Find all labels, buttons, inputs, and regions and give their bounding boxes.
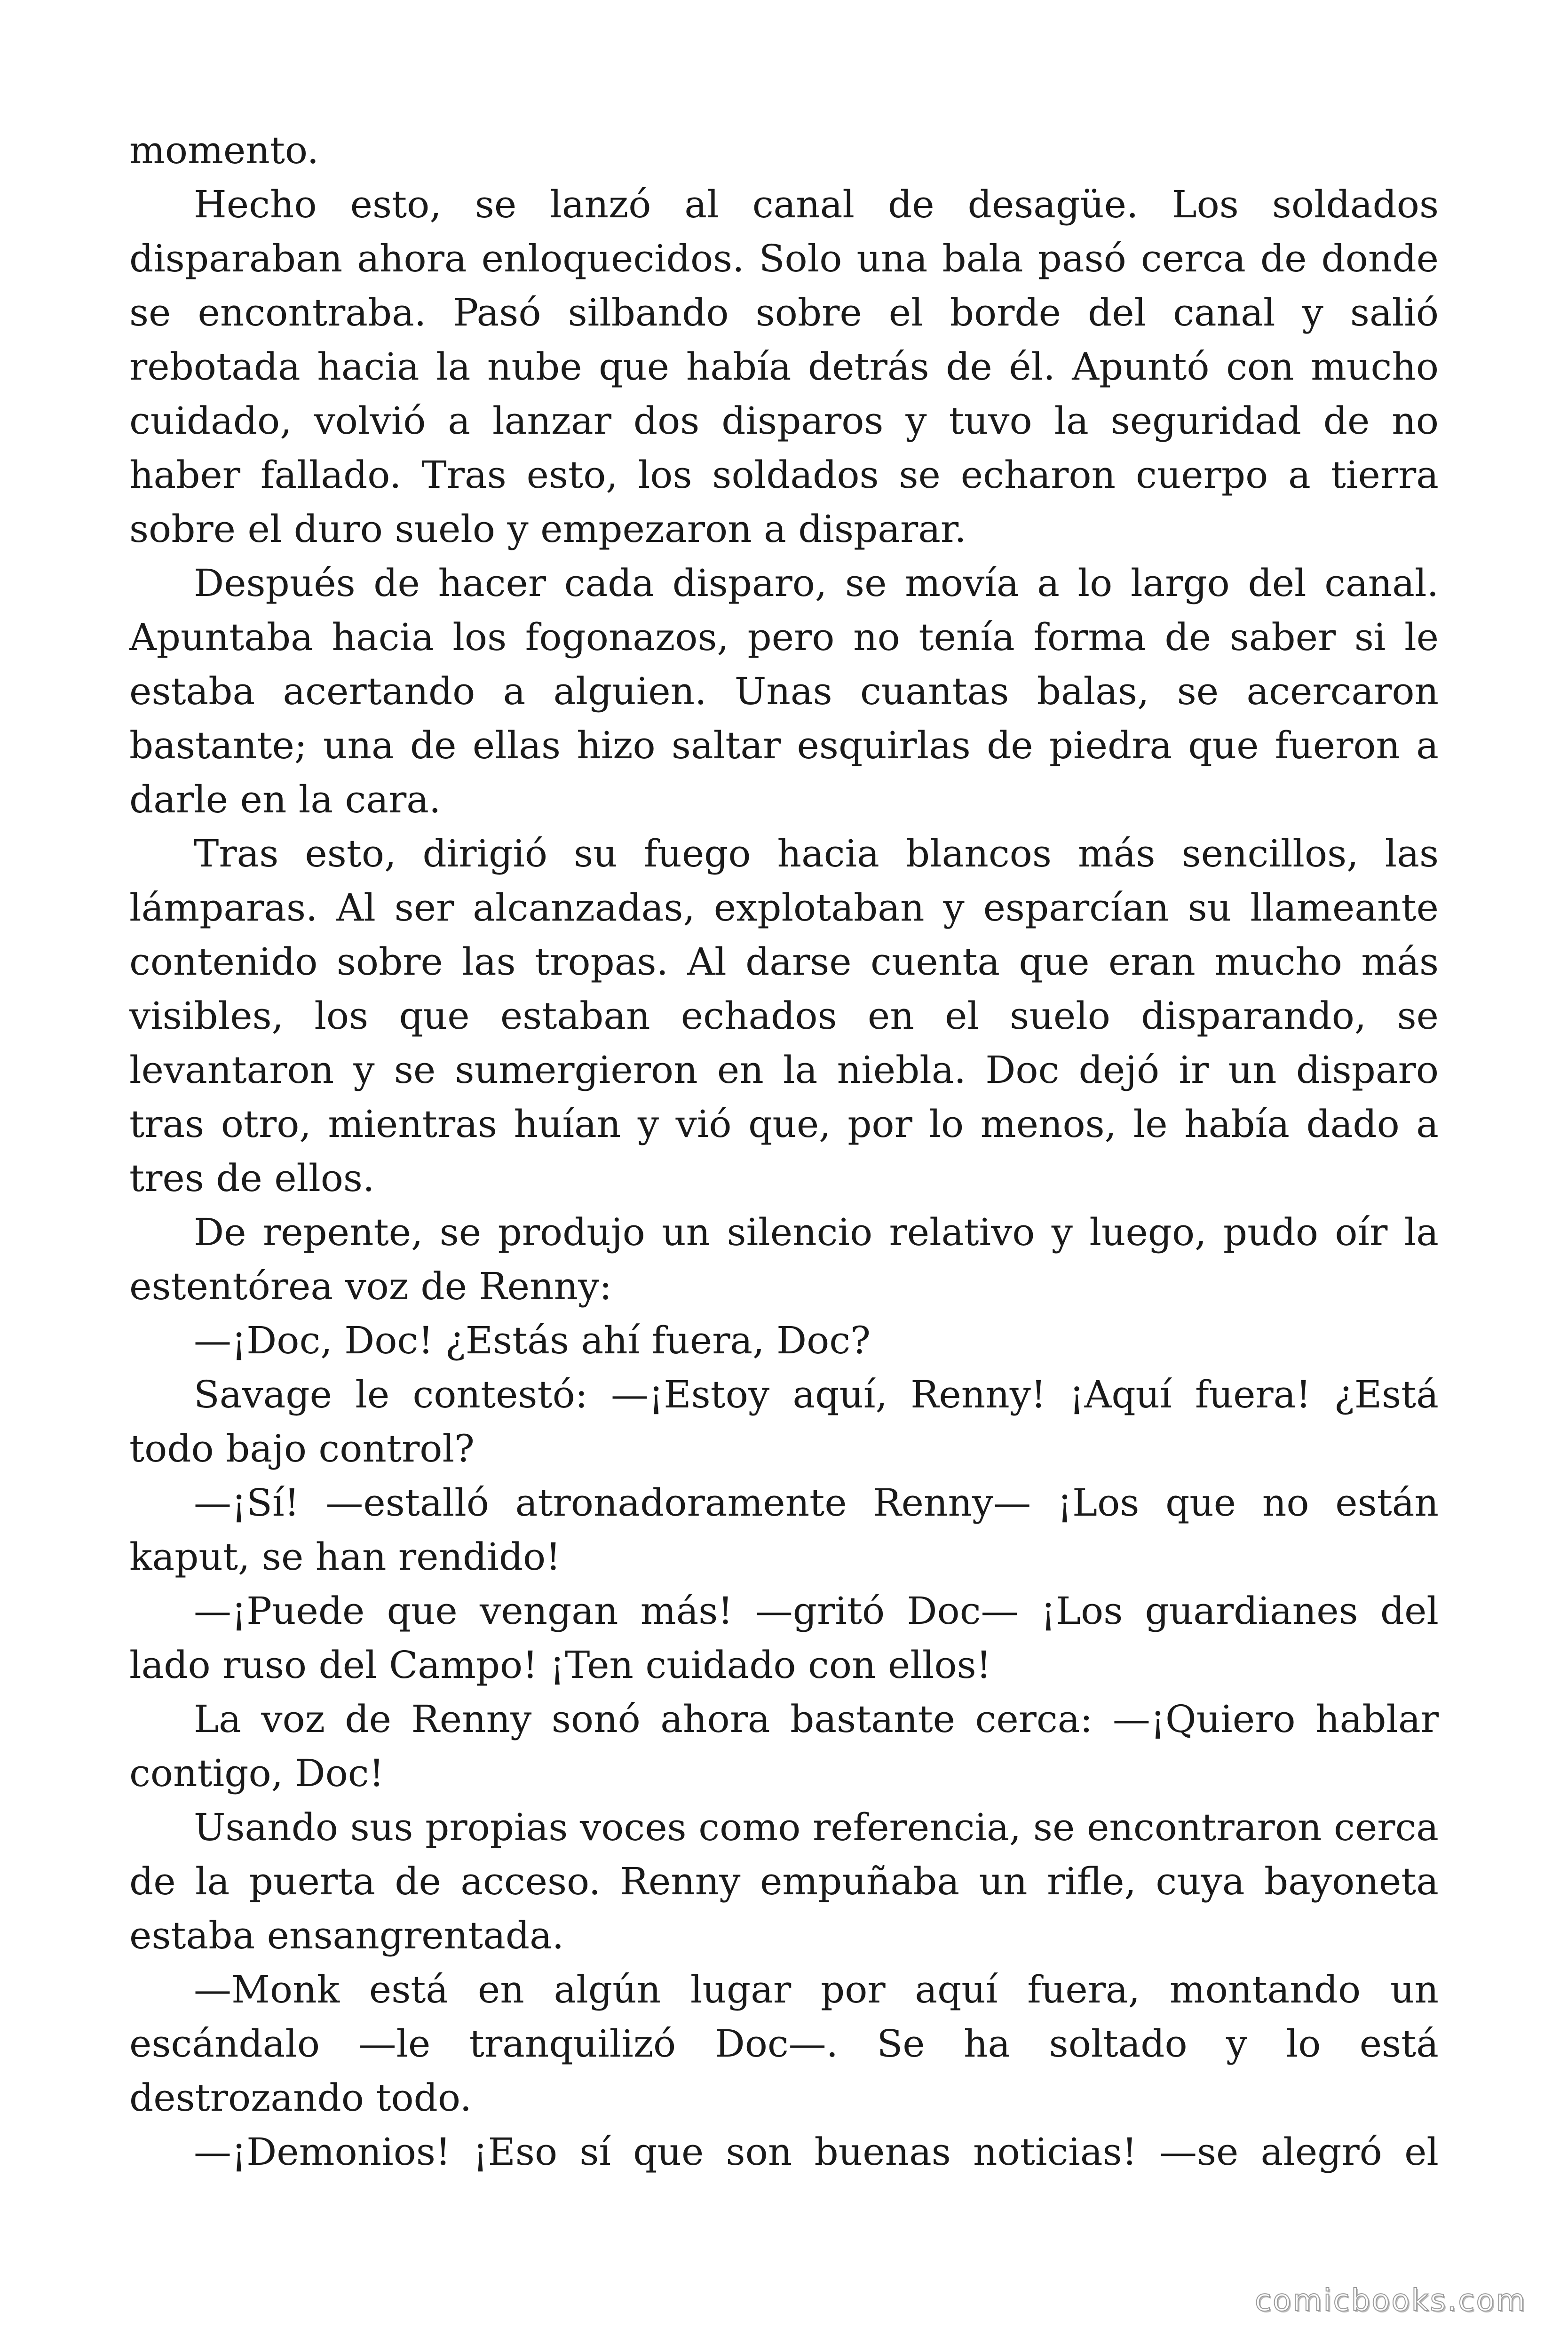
paragraph-continuation: momento. bbox=[129, 128, 319, 172]
paragraph: Usando sus propias voces como referencia, se encontraron cerca de la puerta de acceso. Renny empuñaba un rifle, cuya bayoneta estaba ensangrentada. bbox=[129, 1805, 1439, 1957]
dialogue-line: —¡Doc, Doc! ¿Estás ahí fuera, Doc? bbox=[194, 1319, 871, 1362]
paragraph: Savage le contestó: —¡Estoy aquí, Renny! ¡Aquí fuera! ¿Está todo bajo control? bbox=[129, 1373, 1439, 1470]
body-text bbox=[129, 123, 1439, 2179]
paragraph: Tras esto, dirigió su fuego hacia blancos más sencillos, las lámparas. Al ser alcanzadas, explotaban y esparcían su llameante contenido sobre las tropas. Al darse cuenta que eran mucho más visibles, los que estaban echados en el suelo disparando, se levantaron y se sumergieron en la niebla. Doc dejó ir un disparo tras otro, mientras huían y vió que, por lo menos, le había dado a tres de ellos. bbox=[129, 832, 1439, 1200]
dialogue-line: —Monk está en algún lugar por aquí fuera, montando un escándalo —le tranquilizó Doc—. Se ha soltado y lo está destrozando todo. bbox=[129, 1968, 1439, 2120]
dialogue-line: —¡Demonios! ¡Eso sí que son buenas noticias! —se alegró el bbox=[194, 2130, 1439, 2174]
watermark: comicbooks.com bbox=[1254, 2283, 1527, 2318]
paragraph: Hecho esto, se lanzó al canal de desagüe. Los soldados disparaban ahora enloquecidos. Solo una bala pasó cerca de donde se encontraba. Pasó silbando sobre el borde del canal y salió rebotada hacia la nube que había detrás de él. Apuntó con mucho cuidado, volvió a lanzar dos disparos y tuvo la seguridad de no haber fallado. Tras esto, los soldados se echaron cuerpo a tierra sobre el duro suelo y empezaron a disparar. bbox=[129, 183, 1439, 551]
dialogue-line: —¡Sí! —estalló atronadoramente Renny— ¡Los que no están kaput, se han rendido! bbox=[129, 1481, 1439, 1579]
paragraph: Después de hacer cada disparo, se movía a lo largo del canal. Apuntaba hacia los fogonazos, pero no tenía forma de saber si le estaba acertando a alguien. Unas cuantas balas, se acercaron bastante; una de ellas hizo saltar esquirlas de piedra que fueron a darle en la cara. bbox=[129, 561, 1439, 821]
paragraph: La voz de Renny sonó ahora bastante cerca: —¡Quiero hablar contigo, Doc! bbox=[129, 1697, 1439, 1795]
dialogue-line: —¡Puede que vengan más! —gritó Doc— ¡Los guardianes del lado ruso del Campo! ¡Ten cuidado con ellos! bbox=[129, 1589, 1439, 1687]
paragraph: De repente, se produjo un silencio relativo y luego, pudo oír la estentórea voz de Renny: bbox=[129, 1210, 1439, 1308]
